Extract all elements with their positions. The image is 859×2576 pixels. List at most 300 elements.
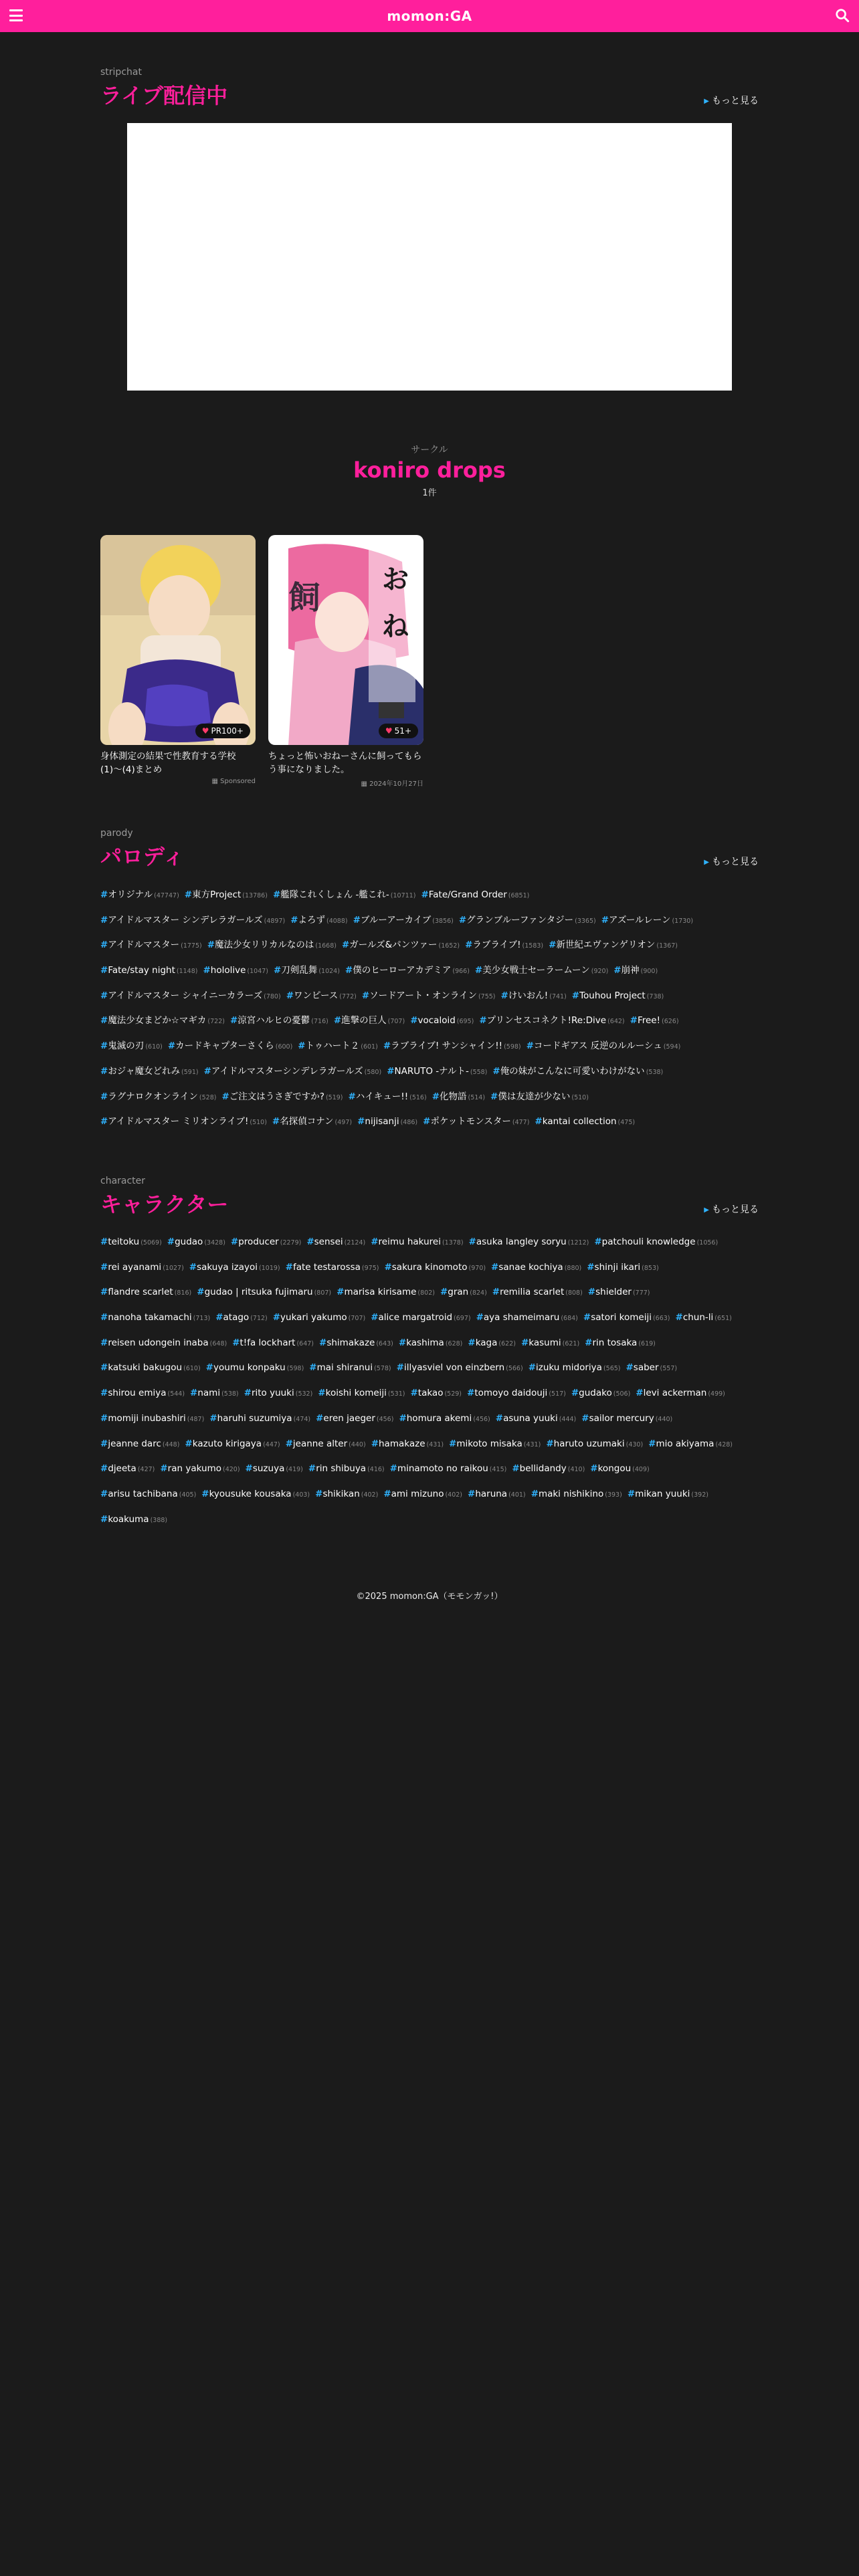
tag-count: (975)	[361, 1264, 379, 1272]
character-tag[interactable]	[100, 1312, 210, 1323]
hash-icon: #	[100, 1261, 108, 1273]
hash-icon: #	[361, 990, 370, 1001]
hash-icon: #	[449, 1438, 457, 1449]
hash-icon: #	[308, 1463, 316, 1475]
tag-label: sakuya izayoi	[197, 1261, 258, 1273]
character-tag[interactable]	[546, 1438, 643, 1449]
hash-icon: #	[490, 1091, 498, 1102]
tag-count: (628)	[445, 1339, 463, 1348]
tag-count: (557)	[660, 1365, 678, 1373]
tag-row	[100, 1063, 759, 1089]
tag-count: (619)	[638, 1339, 656, 1348]
tag-count: (420)	[222, 1466, 240, 1474]
parody-tag[interactable]	[501, 988, 567, 1001]
parody-tag[interactable]	[334, 1012, 405, 1026]
parody-tag[interactable]	[432, 1089, 485, 1102]
tag-label: arisu tachibana	[108, 1488, 178, 1499]
parody-tag[interactable]	[630, 1015, 679, 1026]
character-tag[interactable]	[636, 1388, 725, 1398]
tag-label: levi ackerman	[643, 1388, 707, 1399]
character-tag[interactable]	[467, 1388, 566, 1398]
tag-count: (4088)	[326, 917, 348, 925]
character-tag[interactable]	[476, 1312, 578, 1323]
hash-icon: #	[399, 1412, 407, 1424]
parody-tag[interactable]	[185, 887, 268, 900]
hash-icon: #	[492, 1287, 500, 1298]
parody-tag[interactable]	[100, 988, 281, 1001]
tag-count: (920)	[591, 968, 609, 976]
hash-icon: #	[549, 940, 557, 951]
hash-icon: #	[421, 889, 429, 900]
parody-tag[interactable]	[475, 962, 608, 976]
live-stream-embed[interactable]	[127, 123, 732, 391]
parody-tag[interactable]	[410, 1015, 474, 1026]
hash-icon: #	[348, 1091, 356, 1102]
tag-count: (514)	[468, 1093, 486, 1101]
character-tag[interactable]	[648, 1438, 733, 1449]
character-tag[interactable]	[100, 1438, 179, 1449]
tag-count: (642)	[607, 1018, 625, 1026]
parody-tag[interactable]	[274, 962, 340, 976]
hash-icon: #	[167, 1237, 175, 1247]
hash-icon: #	[571, 1388, 579, 1399]
parody-tag[interactable]	[342, 937, 460, 950]
tag-count: (598)	[504, 1043, 521, 1051]
character-tag[interactable]	[100, 1413, 204, 1424]
work-meta: ▦ 2024年10月27日	[361, 780, 423, 788]
character-tag[interactable]	[371, 1237, 463, 1247]
tag-count: (487)	[187, 1415, 205, 1423]
triangle-right-icon: ▶	[704, 98, 709, 105]
cover-illustration	[100, 535, 256, 745]
footer-copyright: ©2025 momon:GA（モモンガッ!）	[356, 1592, 503, 1602]
hash-icon: #	[468, 1337, 476, 1348]
tag-count: (447)	[263, 1440, 280, 1448]
tag-row	[100, 1089, 759, 1114]
parody-tag[interactable]	[221, 1089, 343, 1102]
character-tag[interactable]	[337, 1287, 435, 1297]
character-tag[interactable]	[384, 1262, 486, 1273]
tag-count: (486)	[400, 1119, 418, 1127]
tag-label: shinji ikari	[594, 1261, 641, 1273]
work-meta: ▦ Sponsored	[211, 778, 256, 786]
tag-label: asuka langley soryu	[476, 1237, 567, 1247]
parody-more-link[interactable]: ▶ もっと見る	[704, 857, 759, 867]
like-badge: ♥ 51+	[379, 724, 418, 738]
character-tag[interactable]	[100, 1362, 201, 1373]
parody-tag[interactable]	[100, 1063, 199, 1077]
character-tag[interactable]	[590, 1463, 649, 1474]
parody-tag[interactable]	[290, 912, 347, 926]
parody-tag[interactable]	[286, 988, 357, 1001]
tag-label: illyasviel von einzbern	[403, 1362, 505, 1374]
character-tag[interactable]	[468, 1489, 526, 1499]
parody-tag[interactable]	[272, 1113, 352, 1127]
character-tag[interactable]	[286, 1262, 379, 1273]
tag-label: ラブライブ!	[472, 940, 521, 951]
character-tag[interactable]	[587, 1262, 658, 1273]
parody-eyebrow: parody	[100, 828, 133, 839]
hash-icon: #	[185, 1438, 193, 1449]
tag-count: (497)	[335, 1119, 353, 1127]
hash-icon: #	[100, 1041, 108, 1052]
character-tag[interactable]	[529, 1362, 621, 1373]
character-tag[interactable]	[315, 1489, 378, 1499]
parody-tag[interactable]	[572, 990, 664, 1001]
tag-count: (647)	[296, 1339, 314, 1348]
tag-count: (409)	[632, 1466, 650, 1474]
tag-label: djeeta	[108, 1463, 136, 1475]
hash-icon: #	[203, 965, 211, 976]
tag-count: (712)	[250, 1315, 268, 1323]
tag-row	[100, 1310, 759, 1335]
tag-label: アイドルマスター	[108, 940, 180, 951]
character-tag[interactable]	[492, 1287, 583, 1297]
hash-icon: #	[396, 1362, 404, 1374]
tag-label: kazuto kirigaya	[192, 1438, 262, 1449]
hash-icon: #	[500, 990, 508, 1001]
character-tag[interactable]	[309, 1362, 391, 1373]
like-badge: ♥ PR100+	[195, 724, 250, 738]
tag-label: youmu konpaku	[213, 1362, 286, 1374]
tag-label: 刀剣乱舞	[281, 965, 318, 976]
tag-label: kongou	[597, 1463, 632, 1475]
tag-label: hololive	[210, 965, 246, 976]
parody-tag[interactable]	[100, 912, 285, 926]
character-tag[interactable]	[399, 1413, 490, 1424]
character-tag[interactable]	[316, 1413, 393, 1424]
tag-count: (3428)	[204, 1239, 225, 1247]
tag-row	[100, 1113, 759, 1139]
tag-label: Free!	[637, 1015, 661, 1027]
character-tag[interactable]	[410, 1388, 462, 1398]
character-tag[interactable]	[676, 1312, 732, 1323]
live-more-link[interactable]: ▶ もっと見る	[704, 96, 759, 106]
character-tag[interactable]	[209, 1413, 310, 1424]
tag-label: nami	[197, 1388, 221, 1399]
tag-label: yukari yakumo	[280, 1312, 347, 1323]
character-tag[interactable]	[626, 1362, 677, 1373]
tag-label: suzuya	[252, 1463, 285, 1475]
site-logo[interactable]: momon:GA	[387, 8, 472, 24]
hash-icon: #	[468, 1237, 476, 1247]
character-tag[interactable]	[583, 1312, 670, 1323]
tag-label: kasumi	[529, 1337, 561, 1348]
tag-row	[100, 887, 759, 912]
tag-label: mio akiyama	[656, 1438, 714, 1449]
tag-label: sakura kinomoto	[391, 1261, 468, 1273]
tag-count: (802)	[417, 1289, 435, 1297]
tag-label: NARUTO -ナルト-	[394, 1065, 469, 1077]
character-tag[interactable]	[308, 1463, 385, 1474]
character-tag[interactable]	[399, 1337, 462, 1348]
tag-label: ブルーアーカイブ	[360, 914, 432, 926]
tag-count: (6851)	[508, 892, 530, 899]
tag-count: (1019)	[259, 1264, 280, 1272]
tag-count: (598)	[286, 1365, 304, 1373]
tag-label: 東方Project	[192, 889, 242, 900]
hash-icon: #	[535, 1116, 543, 1128]
character-tag[interactable]	[496, 1413, 577, 1424]
parody-tag[interactable]	[100, 1038, 163, 1051]
parody-tag[interactable]	[549, 937, 678, 950]
parody-tag[interactable]	[298, 1038, 378, 1051]
tag-count: (610)	[145, 1043, 163, 1051]
tag-count: (707)	[348, 1315, 366, 1323]
parody-tag[interactable]	[601, 912, 693, 926]
character-tag[interactable]	[512, 1463, 585, 1474]
tag-count: (392)	[691, 1491, 708, 1499]
hash-icon: #	[512, 1463, 520, 1475]
character-tag[interactable]	[100, 1262, 184, 1273]
character-tag[interactable]	[100, 1463, 155, 1474]
character-tag[interactable]	[521, 1337, 579, 1348]
hash-icon: #	[160, 1463, 168, 1475]
tag-count: (402)	[361, 1491, 379, 1499]
parody-tag[interactable]	[273, 887, 416, 900]
tag-count: (600)	[275, 1043, 293, 1051]
parody-tag[interactable]	[349, 1089, 427, 1102]
character-tag[interactable]	[469, 1237, 589, 1247]
character-more-link[interactable]: ▶ もっと見る	[704, 1204, 759, 1215]
hash-icon: #	[315, 1488, 323, 1499]
parody-tag[interactable]	[459, 912, 596, 926]
parody-tag[interactable]	[535, 1116, 635, 1127]
hash-icon: #	[526, 1041, 534, 1052]
character-tag[interactable]	[167, 1237, 225, 1247]
character-tag[interactable]	[390, 1463, 507, 1474]
hash-icon: #	[100, 914, 108, 926]
work-title[interactable]: 身体測定の結果で性教育する学校(1)〜(4)まとめ	[100, 751, 236, 775]
cover-illustration	[268, 535, 423, 745]
tag-count: (970)	[468, 1264, 486, 1272]
tag-label: Touhou Project	[579, 990, 646, 1001]
hash-icon: #	[675, 1312, 683, 1323]
tag-label: satori komeiji	[591, 1312, 652, 1323]
tag-label: ポケットモンスター	[430, 1116, 511, 1128]
tag-count: (808)	[565, 1289, 583, 1297]
tag-label: アイドルマスター シンデレラガールズ	[108, 914, 263, 926]
parody-tag[interactable]	[207, 937, 337, 950]
tag-label: sensei	[314, 1237, 343, 1247]
parody-tag[interactable]	[168, 1038, 292, 1051]
tag-label: 名探偵コナン	[280, 1116, 334, 1128]
character-tag[interactable]	[319, 1337, 393, 1348]
character-tag[interactable]	[449, 1438, 541, 1449]
tag-label: kaga	[475, 1337, 498, 1348]
character-tag[interactable]	[100, 1489, 196, 1499]
character-tag[interactable]	[440, 1287, 487, 1297]
work-thumbnail[interactable]	[100, 535, 256, 745]
calendar-icon: ▦	[361, 780, 370, 788]
work-card[interactable]	[100, 535, 256, 785]
tag-count: (824)	[470, 1289, 487, 1297]
hash-icon: #	[100, 1438, 108, 1449]
hash-icon: #	[167, 1041, 176, 1052]
character-tag[interactable]	[371, 1312, 470, 1323]
parody-tag[interactable]	[492, 1063, 663, 1077]
hash-icon: #	[465, 940, 473, 951]
hash-icon: #	[337, 1287, 345, 1298]
tag-row	[100, 1235, 759, 1260]
parody-tag[interactable]	[100, 965, 197, 976]
tag-row	[100, 1461, 759, 1487]
tag-label: rei ayanami	[108, 1261, 162, 1273]
tag-row	[100, 937, 759, 962]
tag-label: 新世紀エヴァンゲリオン	[556, 940, 656, 951]
character-tag[interactable]	[100, 1388, 185, 1398]
parody-tag[interactable]	[421, 889, 529, 900]
tag-label: ワンピース	[294, 990, 339, 1001]
tag-count: (578)	[374, 1365, 391, 1373]
character-tag[interactable]	[571, 1388, 630, 1398]
hash-icon: #	[232, 1337, 240, 1348]
character-tag[interactable]	[306, 1237, 365, 1247]
tag-count: (10711)	[390, 892, 416, 899]
hash-icon: #	[371, 1312, 379, 1323]
character-tag[interactable]	[273, 1312, 365, 1323]
character-tag[interactable]	[215, 1312, 268, 1323]
heart-icon: ♥	[385, 726, 393, 736]
tag-count: (403)	[292, 1491, 310, 1499]
tag-row	[100, 962, 759, 988]
tag-label: haruto uzumaki	[553, 1438, 625, 1449]
parody-section	[100, 828, 759, 1128]
character-tag[interactable]	[581, 1413, 672, 1424]
tag-label: flandre scarlet	[108, 1287, 173, 1298]
tag-label: aya shameimaru	[483, 1312, 560, 1323]
character-tag[interactable]	[231, 1237, 301, 1247]
tag-count: (716)	[311, 1018, 328, 1026]
hash-icon: #	[458, 914, 467, 926]
hash-icon: #	[389, 1463, 397, 1475]
character-tag[interactable]	[318, 1388, 405, 1398]
parody-tag[interactable]	[353, 912, 454, 926]
tag-label: teitoku	[108, 1237, 140, 1247]
tag-row	[100, 1411, 759, 1436]
character-tag[interactable]	[588, 1287, 650, 1297]
work-card[interactable]	[268, 535, 423, 788]
tag-label: 涼宮ハルヒの憂鬱	[237, 1015, 310, 1027]
parody-tag[interactable]	[100, 937, 202, 950]
tag-count: (519)	[325, 1093, 343, 1101]
tag-label: koakuma	[108, 1513, 149, 1525]
character-tag[interactable]	[100, 1237, 162, 1247]
parody-tag[interactable]	[465, 937, 543, 950]
parody-tag[interactable]	[100, 887, 179, 900]
parody-tag[interactable]	[100, 1012, 225, 1026]
parody-tag[interactable]	[383, 1038, 521, 1051]
tag-label: takao	[417, 1388, 444, 1399]
tag-count: (772)	[339, 992, 357, 1000]
tag-label: haruhi suzumiya	[217, 1412, 292, 1424]
work-thumbnail[interactable]	[268, 535, 423, 745]
parody-tag[interactable]	[100, 1089, 216, 1102]
parody-tag[interactable]	[479, 1012, 624, 1026]
tag-count: (1583)	[522, 942, 544, 950]
character-tag[interactable]	[185, 1438, 280, 1449]
hash-icon: #	[319, 1337, 327, 1348]
parody-tag[interactable]	[362, 988, 496, 1001]
parody-tag[interactable]	[100, 1113, 267, 1127]
character-tag[interactable]	[100, 1287, 191, 1297]
calendar-icon: ▦	[211, 778, 221, 786]
hash-icon: #	[197, 1287, 205, 1298]
tag-label: アイドルマスター シャイニーカラーズ	[108, 990, 263, 1001]
character-tag[interactable]	[491, 1262, 581, 1273]
hash-icon: #	[648, 1438, 656, 1449]
hash-icon: #	[520, 1337, 529, 1348]
tag-count: (544)	[167, 1390, 185, 1398]
character-tag[interactable]	[100, 1514, 167, 1525]
character-tag[interactable]	[628, 1489, 708, 1499]
tag-count: (738)	[646, 992, 664, 1000]
hash-icon: #	[383, 1041, 391, 1052]
character-tag[interactable]	[197, 1287, 331, 1297]
tag-label: グランブルーファンタジー	[466, 914, 574, 926]
character-tag[interactable]	[468, 1337, 516, 1348]
tag-count: (695)	[456, 1018, 474, 1026]
hash-icon: #	[190, 1388, 198, 1399]
hash-icon: #	[209, 1412, 217, 1424]
character-tag[interactable]	[585, 1337, 656, 1348]
parody-tag[interactable]	[203, 965, 268, 976]
character-tag[interactable]	[206, 1362, 304, 1373]
character-tag[interactable]	[244, 1388, 313, 1398]
tag-count: (538)	[646, 1068, 664, 1076]
tag-label: bellidandy	[519, 1463, 567, 1475]
tag-label: nijisanji	[365, 1116, 399, 1128]
parody-tag[interactable]	[423, 1113, 529, 1127]
character-tag[interactable]	[397, 1362, 523, 1373]
character-tag[interactable]	[232, 1337, 314, 1348]
tag-count: (1027)	[163, 1264, 184, 1272]
parody-tag[interactable]	[387, 1063, 487, 1077]
parody-tag[interactable]	[204, 1063, 382, 1077]
parody-tag[interactable]	[357, 1116, 417, 1127]
tag-label: sanae kochiya	[498, 1261, 563, 1273]
character-tag[interactable]	[286, 1438, 366, 1449]
parody-tag-list	[100, 887, 759, 1139]
character-tag[interactable]	[201, 1489, 310, 1499]
tag-count: (1378)	[442, 1239, 464, 1247]
tag-count: (651)	[714, 1315, 732, 1323]
tag-count: (663)	[652, 1315, 670, 1323]
work-title[interactable]: ちょっと怖いおねーさんに飼ってもらう事になりました。	[268, 751, 422, 775]
character-tag[interactable]	[190, 1388, 239, 1398]
character-tag[interactable]	[100, 1337, 227, 1348]
character-tag[interactable]	[160, 1463, 240, 1474]
hash-icon: #	[410, 1388, 418, 1399]
parody-tag[interactable]	[490, 1089, 589, 1102]
character-tag[interactable]	[383, 1489, 462, 1499]
parody-tag[interactable]	[527, 1038, 681, 1051]
search-icon[interactable]	[835, 8, 850, 23]
hash-icon: #	[100, 1412, 108, 1424]
character-tag[interactable]	[531, 1489, 622, 1499]
hash-icon: #	[495, 1412, 504, 1424]
character-tag[interactable]	[594, 1237, 718, 1247]
character-tag[interactable]	[189, 1262, 280, 1273]
parody-tag[interactable]	[613, 962, 658, 976]
parody-tag[interactable]	[230, 1012, 328, 1026]
hash-icon: #	[298, 1041, 306, 1052]
tag-row	[100, 988, 759, 1013]
character-tag[interactable]	[371, 1438, 444, 1449]
parody-tag[interactable]	[345, 962, 470, 976]
character-tag[interactable]	[246, 1463, 303, 1474]
tag-count: (419)	[286, 1466, 303, 1474]
